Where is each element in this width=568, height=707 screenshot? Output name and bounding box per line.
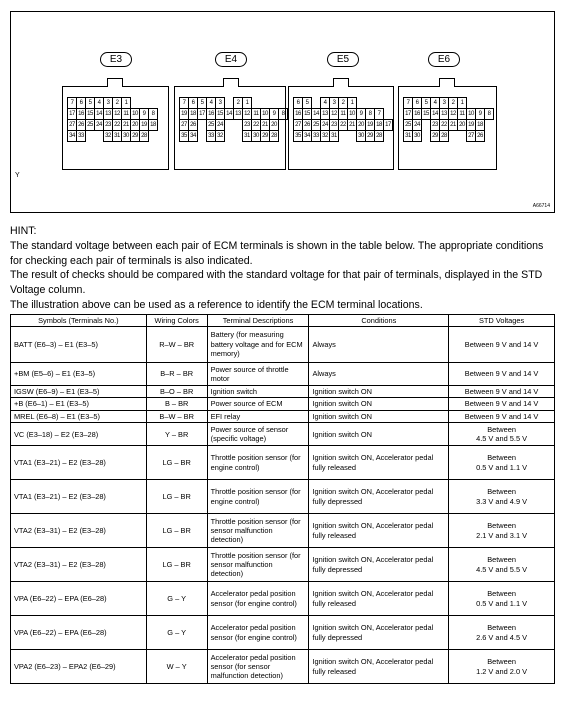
std-voltage-cell: Between 0.5 V and 1.1 V — [449, 582, 555, 616]
std-voltage-cell: Between 9 V and 14 V — [449, 410, 555, 422]
description-cell: Throttle position sensor (for engine control) — [207, 480, 309, 514]
condition-cell: Ignition switch ON, Accelerator pedal fully depressed — [309, 616, 449, 650]
connector-latch — [333, 78, 349, 87]
terminal-pin: 16 — [293, 108, 303, 120]
terminal-pin: 12 — [329, 108, 339, 120]
terminal-pin: 5 — [302, 97, 312, 109]
description-cell: Battery (for measuring battery voltage and for ECM memory) — [207, 327, 309, 363]
terminal-pin: 26 — [76, 119, 86, 131]
terminal-pin: 21 — [260, 119, 270, 131]
terminal-pin: 34 — [302, 130, 312, 142]
terminal-pin: 15 — [302, 108, 312, 120]
table-row — [11, 616, 555, 650]
terminal-pin: 23 — [329, 119, 339, 131]
symbols-cell: +B (E6–1) – E1 (E3–5) — [11, 398, 147, 410]
terminal-pin: 16 — [412, 108, 422, 120]
symbols-cell: VPA (E6–22) – EPA (E6–28) — [11, 582, 147, 616]
description-cell: Throttle position sensor (for engine control) — [207, 446, 309, 480]
std-voltage-cell: Between 9 V and 14 V — [449, 398, 555, 410]
pin-row — [179, 97, 287, 108]
terminal-pin: 32 — [103, 130, 113, 142]
pin-row — [67, 108, 157, 119]
terminal-pin: 33 — [311, 130, 321, 142]
terminal-pin: 26 — [302, 119, 312, 131]
terminal-pin: 30 — [356, 130, 366, 142]
terminal-pin: 33 — [76, 130, 86, 142]
terminal-pin: 10 — [260, 108, 270, 120]
terminal-pin: 7 — [179, 97, 189, 109]
terminal-pin: 24 — [215, 119, 225, 131]
header-terminal-descriptions: Terminal Descriptions — [207, 315, 309, 327]
terminal-pin: 23 — [103, 119, 113, 131]
terminal-pin: 25 — [403, 119, 413, 131]
terminal-pin: 7 — [374, 108, 384, 120]
description-cell: Accelerator pedal position sensor (for engine control) — [207, 616, 309, 650]
terminal-pin: 18 — [475, 119, 485, 131]
hint-paragraph-2: The result of checks should be compared with the standard voltage for that pair of terminals, displayed in the STD Voltage column. — [10, 269, 543, 297]
table-row — [11, 446, 555, 480]
table-row — [11, 514, 555, 548]
wiring-color-cell: G – Y — [146, 616, 207, 650]
terminal-pin: 1 — [347, 97, 357, 109]
hint-paragraph-3: The illustration above can be used as a reference to identify the ECM terminal locations. — [10, 298, 423, 311]
connector-pin-grid — [67, 97, 157, 141]
description-cell: Throttle position sensor (for sensor malfunction detection) — [207, 514, 309, 548]
terminal-pin: 2 — [112, 97, 122, 109]
connector-label-e6: E6 — [428, 52, 460, 67]
symbols-cell: VTA2 (E3–31) – E2 (E3–28) — [11, 514, 147, 548]
terminal-pin: 25 — [85, 119, 95, 131]
std-voltage-cell: Between 9 V and 14 V — [449, 386, 555, 398]
condition-cell: Ignition switch ON — [309, 423, 449, 446]
pin-row — [293, 108, 392, 119]
terminal-pin: 26 — [475, 130, 485, 142]
terminal-pin: 12 — [112, 108, 122, 120]
terminal-pin: 14 — [430, 108, 440, 120]
terminal-pin: 24 — [412, 119, 422, 131]
terminal-pin: 5 — [421, 97, 431, 109]
description-cell: Power source of throttle motor — [207, 363, 309, 386]
terminal-pin: 23 — [430, 119, 440, 131]
terminal-pin: 3 — [103, 97, 113, 109]
description-cell: Power source of ECM — [207, 398, 309, 410]
description-cell: Ignition switch — [207, 386, 309, 398]
terminal-pin: 12 — [242, 108, 252, 120]
terminal-pin: 11 — [457, 108, 467, 120]
header-std-voltages: STD Voltages — [449, 315, 555, 327]
terminal-pin: 29 — [365, 130, 375, 142]
terminal-pin: 3 — [439, 97, 449, 109]
terminal-pin: 14 — [94, 108, 104, 120]
terminal-pin: 10 — [466, 108, 476, 120]
pin-row — [293, 97, 392, 108]
terminal-pin: 19 — [466, 119, 476, 131]
terminal-pin: 22 — [251, 119, 261, 131]
terminal-pin: 29 — [430, 130, 440, 142]
terminal-pin: 25 — [206, 119, 216, 131]
ecm-terminal-voltage-table — [10, 314, 555, 684]
table-row — [11, 423, 555, 446]
terminal-pin: 8 — [484, 108, 494, 120]
terminal-pin: 24 — [320, 119, 330, 131]
std-voltage-cell: Between 0.5 V and 1.1 V — [449, 446, 555, 480]
figure-y-label: Y — [15, 172, 20, 179]
terminal-pin: 2 — [448, 97, 458, 109]
terminal-pin: 21 — [448, 119, 458, 131]
terminal-pin: 17 — [383, 119, 393, 131]
terminal-pin: 28 — [439, 130, 449, 142]
terminal-pin: 8 — [365, 108, 375, 120]
terminal-pin: 18 — [148, 119, 158, 131]
wiring-color-cell: LG – BR — [146, 548, 207, 582]
terminal-pin: 31 — [329, 130, 339, 142]
wiring-color-cell: LG – BR — [146, 446, 207, 480]
terminal-pin: 27 — [179, 119, 189, 131]
std-voltage-cell: Between 4.5 V and 5.5 V — [449, 548, 555, 582]
table-row — [11, 386, 555, 398]
symbols-cell: VPA2 (E6–23) – EPA2 (E6–29) — [11, 650, 147, 684]
connector-e4 — [174, 86, 286, 170]
condition-cell: Always — [309, 327, 449, 363]
terminal-pin: 6 — [293, 97, 303, 109]
description-cell: Accelerator pedal position sensor (for engine control) — [207, 582, 309, 616]
connector-latch — [107, 78, 123, 87]
terminal-pin: 4 — [430, 97, 440, 109]
terminal-pin: 19 — [139, 119, 149, 131]
terminal-pin: 10 — [130, 108, 140, 120]
wiring-color-cell: W – Y — [146, 650, 207, 684]
terminal-pin: 16 — [206, 108, 216, 120]
terminal-pin: 15 — [215, 108, 225, 120]
connector-pin-grid — [293, 97, 392, 141]
std-voltage-cell: Between 3.3 V and 4.9 V — [449, 480, 555, 514]
terminal-pin: 35 — [179, 130, 189, 142]
terminal-pin: 25 — [311, 119, 321, 131]
pin-row — [403, 119, 493, 130]
terminal-pin: 28 — [139, 130, 149, 142]
connector-latch — [439, 78, 455, 87]
std-voltage-cell: Between 2.1 V and 3.1 V — [449, 514, 555, 548]
terminal-pin: 29 — [130, 130, 140, 142]
wiring-color-cell: R–W – BR — [146, 327, 207, 363]
std-voltage-cell: Between 9 V and 14 V — [449, 327, 555, 363]
hint-paragraph-1: The standard voltage between each pair of ECM terminals is shown in the table below. The appropriate conditions for checking each pair of terminals is also indicated. — [10, 239, 544, 267]
condition-cell: Ignition switch ON — [309, 410, 449, 422]
terminal-pin: 30 — [121, 130, 131, 142]
terminal-pin: 31 — [403, 130, 413, 142]
terminal-pin: 28 — [269, 130, 279, 142]
std-voltage-cell: Between 4.5 V and 5.5 V — [449, 423, 555, 446]
terminal-pin: 10 — [347, 108, 357, 120]
table-row — [11, 327, 555, 363]
terminal-pin: 8 — [148, 108, 158, 120]
terminal-pin: 17 — [67, 108, 77, 120]
table-row — [11, 650, 555, 684]
connector-latch — [223, 78, 239, 87]
table-row — [11, 582, 555, 616]
condition-cell: Ignition switch ON, Accelerator pedal fully depressed — [309, 548, 449, 582]
table-row — [11, 410, 555, 422]
std-voltage-cell: Between 2.6 V and 4.5 V — [449, 616, 555, 650]
terminal-pin: 13 — [103, 108, 113, 120]
terminal-pin: 13 — [439, 108, 449, 120]
terminal-pin: 15 — [85, 108, 95, 120]
terminal-pin: 29 — [260, 130, 270, 142]
description-cell: EFI relay — [207, 410, 309, 422]
symbols-cell: VC (E3–18) – E2 (E3–28) — [11, 423, 147, 446]
terminal-pin: 16 — [76, 108, 86, 120]
terminal-pin: 4 — [206, 97, 216, 109]
terminal-pin: 9 — [139, 108, 149, 120]
terminal-pin: 1 — [242, 97, 252, 109]
hint-title: HINT: — [10, 225, 37, 237]
pin-row — [293, 119, 392, 130]
terminal-pin: 9 — [356, 108, 366, 120]
terminal-pin: 11 — [121, 108, 131, 120]
terminal-pin: 32 — [215, 130, 225, 142]
pin-row — [179, 130, 287, 141]
pin-row — [403, 97, 493, 108]
condition-cell: Ignition switch ON — [309, 386, 449, 398]
terminal-pin: 4 — [320, 97, 330, 109]
terminal-pin: 14 — [311, 108, 321, 120]
terminal-pin: 23 — [242, 119, 252, 131]
terminal-pin: 22 — [439, 119, 449, 131]
terminal-pin: 13 — [320, 108, 330, 120]
symbols-cell: MREL (E6–8) – E1 (E3–5) — [11, 410, 147, 422]
pin-row — [179, 119, 287, 130]
symbols-cell: VTA2 (E3–31) – E2 (E3–28) — [11, 548, 147, 582]
pin-row — [67, 119, 157, 130]
terminal-pin: 9 — [269, 108, 279, 120]
description-cell: Throttle position sensor (for sensor malfunction detection) — [207, 548, 309, 582]
symbols-cell: VPA (E6–22) – EPA (E6–28) — [11, 616, 147, 650]
terminal-pin: 4 — [94, 97, 104, 109]
terminal-pin: 8 — [278, 108, 288, 120]
connector-pin-grid — [403, 97, 493, 141]
terminal-pin: 20 — [356, 119, 366, 131]
terminal-pin: 24 — [94, 119, 104, 131]
terminal-pin: 27 — [67, 119, 77, 131]
terminal-pin: 27 — [293, 119, 303, 131]
pin-row — [179, 108, 287, 119]
wiring-color-cell: LG – BR — [146, 480, 207, 514]
terminal-pin: 1 — [121, 97, 131, 109]
connector-e5 — [288, 86, 394, 170]
terminal-pin: 22 — [112, 119, 122, 131]
figure-code: A66714 — [532, 203, 550, 209]
condition-cell: Ignition switch ON — [309, 398, 449, 410]
hint-section — [10, 224, 558, 313]
terminal-pin: 14 — [224, 108, 234, 120]
pin-row — [293, 130, 392, 141]
description-cell: Power source of sensor (specific voltage) — [207, 423, 309, 446]
ecm-connector-illustration — [10, 11, 555, 213]
table-row — [11, 398, 555, 410]
table-row — [11, 363, 555, 386]
pin-row — [67, 130, 157, 141]
terminal-pin: 2 — [233, 97, 243, 109]
header-conditions: Conditions — [309, 315, 449, 327]
condition-cell: Always — [309, 363, 449, 386]
symbols-cell: VTA1 (E3–21) – E2 (E3–28) — [11, 480, 147, 514]
terminal-pin: 20 — [269, 119, 279, 131]
terminal-pin: 15 — [421, 108, 431, 120]
terminal-pin: 33 — [206, 130, 216, 142]
symbols-cell: VTA1 (E3–21) – E2 (E3–28) — [11, 446, 147, 480]
terminal-pin: 22 — [338, 119, 348, 131]
terminal-pin: 30 — [251, 130, 261, 142]
terminal-pin: 26 — [188, 119, 198, 131]
header-wiring-colors: Wiring Colors — [146, 315, 207, 327]
terminal-pin: 3 — [329, 97, 339, 109]
terminal-pin: 32 — [320, 130, 330, 142]
terminal-pin: 11 — [251, 108, 261, 120]
terminal-pin: 6 — [188, 97, 198, 109]
description-cell: Accelerator pedal position sensor (for sensor malfunction detection) — [207, 650, 309, 684]
terminal-pin: 6 — [412, 97, 422, 109]
wiring-color-cell: G – Y — [146, 582, 207, 616]
terminal-pin: 34 — [67, 130, 77, 142]
terminal-pin: 20 — [130, 119, 140, 131]
symbols-cell: IGSW (E6–9) – E1 (E3–5) — [11, 386, 147, 398]
terminal-pin: 9 — [475, 108, 485, 120]
pin-row — [403, 130, 493, 141]
terminal-pin: 20 — [457, 119, 467, 131]
connector-label-e3: E3 — [100, 52, 132, 67]
std-voltage-cell: Between 1.2 V and 2.0 V — [449, 650, 555, 684]
terminal-pin: 34 — [188, 130, 198, 142]
terminal-pin: 31 — [112, 130, 122, 142]
table-header-row — [11, 315, 555, 327]
terminal-pin: 2 — [338, 97, 348, 109]
terminal-pin: 18 — [188, 108, 198, 120]
connector-pin-grid — [179, 97, 287, 141]
terminal-pin: 7 — [67, 97, 77, 109]
condition-cell: Ignition switch ON, Accelerator pedal fully released — [309, 446, 449, 480]
terminal-pin: 17 — [403, 108, 413, 120]
wiring-color-cell: B–W – BR — [146, 410, 207, 422]
condition-cell: Ignition switch ON, Accelerator pedal fully released — [309, 650, 449, 684]
condition-cell: Ignition switch ON, Accelerator pedal fully depressed — [309, 480, 449, 514]
wiring-color-cell: B – BR — [146, 398, 207, 410]
terminal-pin: 1 — [457, 97, 467, 109]
terminal-pin: 21 — [347, 119, 357, 131]
terminal-pin: 12 — [448, 108, 458, 120]
symbols-cell: BATT (E6–3) – E1 (E3–5) — [11, 327, 147, 363]
header-symbols: Symbols (Terminals No.) — [11, 315, 147, 327]
terminal-pin: 5 — [85, 97, 95, 109]
terminal-pin: 27 — [466, 130, 476, 142]
pin-row — [67, 97, 157, 108]
wiring-color-cell: B–O – BR — [146, 386, 207, 398]
wiring-color-cell: LG – BR — [146, 514, 207, 548]
condition-cell: Ignition switch ON, Accelerator pedal fully released — [309, 514, 449, 548]
terminal-pin: 30 — [412, 130, 422, 142]
terminal-pin: 13 — [233, 108, 243, 120]
connector-e6 — [398, 86, 497, 170]
wiring-color-cell: Y – BR — [146, 423, 207, 446]
terminal-pin: 19 — [179, 108, 189, 120]
condition-cell: Ignition switch ON, Accelerator pedal fully released — [309, 582, 449, 616]
std-voltage-cell: Between 9 V and 14 V — [449, 363, 555, 386]
terminal-pin: 35 — [293, 130, 303, 142]
terminal-pin: 3 — [215, 97, 225, 109]
pin-row — [403, 108, 493, 119]
terminal-pin: 17 — [197, 108, 207, 120]
table-row — [11, 548, 555, 582]
connector-e3 — [62, 86, 169, 170]
terminal-pin: 28 — [374, 130, 384, 142]
symbols-cell: +BM (E5–6) – E1 (E3–5) — [11, 363, 147, 386]
terminal-pin: 7 — [403, 97, 413, 109]
connector-label-e4: E4 — [215, 52, 247, 67]
terminal-pin: 5 — [197, 97, 207, 109]
terminal-pin: 19 — [365, 119, 375, 131]
connector-label-e5: E5 — [327, 52, 359, 67]
terminal-pin: 11 — [338, 108, 348, 120]
terminal-pin: 18 — [374, 119, 384, 131]
wiring-color-cell: B–R – BR — [146, 363, 207, 386]
terminal-pin: 31 — [242, 130, 252, 142]
table-row — [11, 480, 555, 514]
terminal-pin: 6 — [76, 97, 86, 109]
terminal-pin: 21 — [121, 119, 131, 131]
